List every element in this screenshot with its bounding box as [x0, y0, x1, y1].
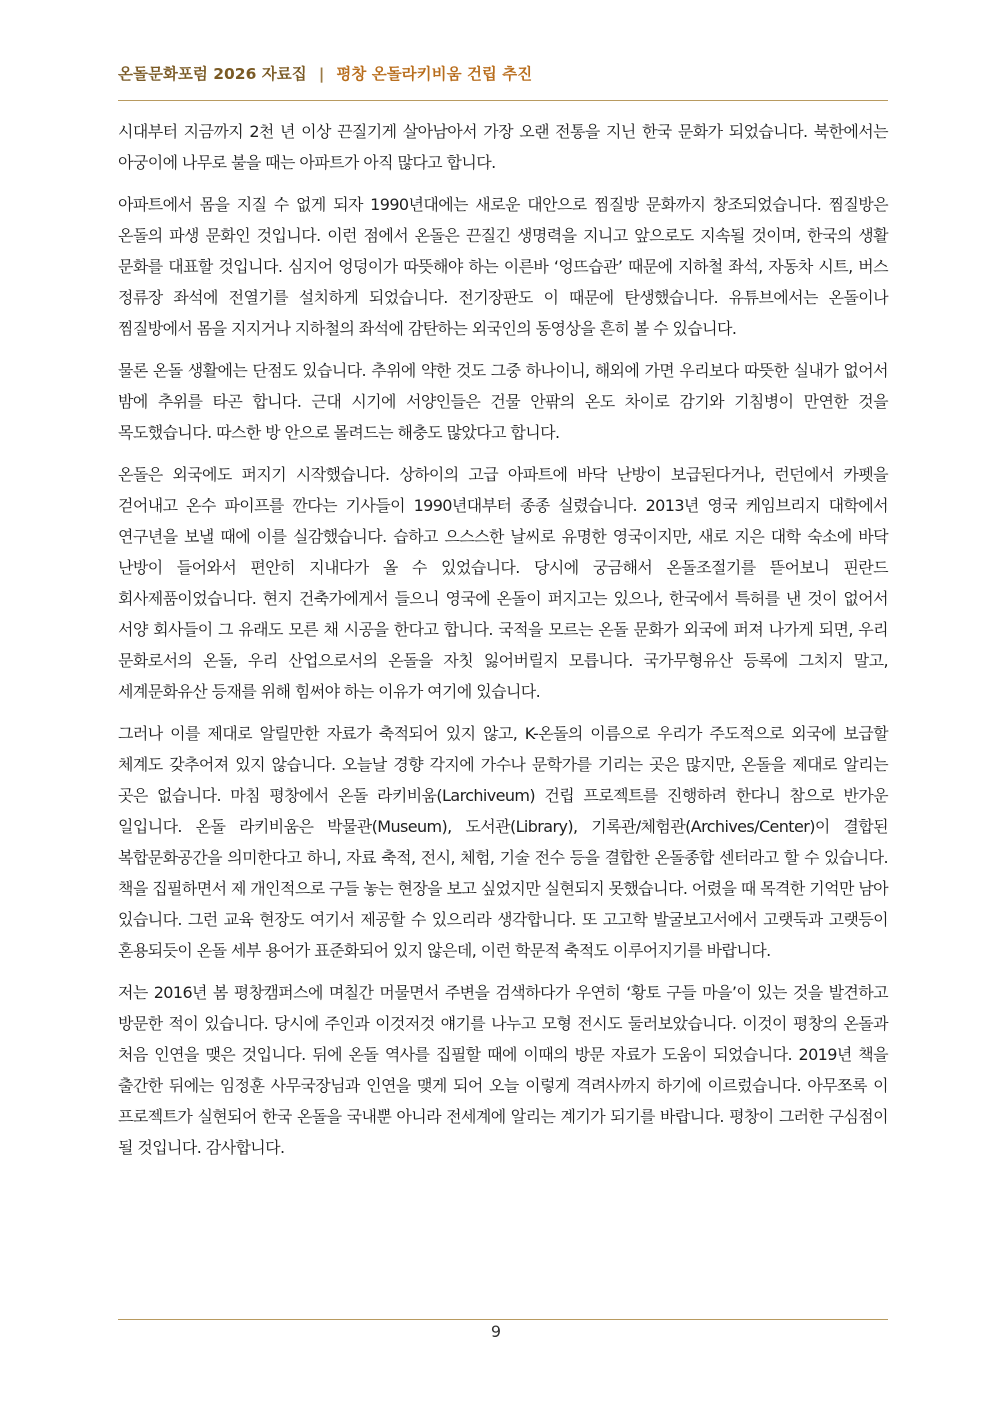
paragraph-2: 아파트에서 몸을 지질 수 없게 되자 1990년대에는 새로운 대안으로 찜질방 문화까지 창조되었습니다. 찜질방은 온돌의 파생 문화인 것입니다. 이런 점에서 온돌은 끈질긴 생명력을 지니고 앞으로도 지속될 것이며, 한국의 생활 문화를 대표할 것입니다. 심지어 엉덩이가 따뜻해야 하는 이른바 ‘엉뜨습관’ 때문에 지하철 좌석, 자동차 시트, 버스 정류장 좌석에 전열기를 설치하게 되었습니다. 전기장판도 이 때문에 탄생했습니다. 유튜브에서는 온돌이나 찜질방에서 몸을 지지거나 지하철의 좌석에 감탄하는 외국인의 동영상을 흔히 볼 수 있습니다.: [118, 195, 888, 338]
header-rule: [118, 100, 888, 101]
paragraph-3: 물론 온돌 생활에는 단점도 있습니다. 추위에 약한 것도 그중 하나이니, 해외에 가면 우리보다 따뜻한 실내가 없어서 밤에 추위를 타곤 합니다. 근대 시기에 서양인들은 건물 안팎의 온도 차이로 감기와 기침병이 만연한 것을 목도했습니다. 따스한 방 안으로 몰려드는 해충도 많았다고 합니다.: [118, 361, 888, 442]
running-header: [118, 62, 888, 84]
header-separator: |: [318, 65, 325, 83]
footer-rule: [118, 1319, 888, 1320]
page-number: 9: [490, 1322, 502, 1341]
body-text: [118, 116, 888, 1163]
section-title: 평창 온돌라키비움 건립 추진: [336, 65, 533, 83]
paragraph-1: 시대부터 지금까지 2천 년 이상 끈질기게 살아남아서 가장 오랜 전통을 지닌 한국 문화가 되었습니다. 북한에서는 아궁이에 나무로 불을 때는 아파트가 아직 많다고 합니다.: [118, 122, 888, 172]
paragraph-4: 온돌은 외국에도 퍼지기 시작했습니다. 상하이의 고급 아파트에 바닥 난방이 보급된다거나, 런던에서 카펫을 걷어내고 온수 파이프를 깐다는 기사들이 1990년대부터 종종 실렸습니다. 2013년 영국 케임브리지 대학에서 연구년을 보낼 때에 이를 실감했습니다. 습하고 으스스한 날씨로 유명한 영국이지만, 새로 지은 대학 숙소에 바닥 난방이 들어와서 편안히 지내다가 올 수 있었습니다. 당시에 궁금해서 온돌조절기를 뜯어보니 핀란드 회사제품이었습니다. 현지 건축가에게서 들으니 영국에 온돌이 퍼지고는 있으나, 한국에서 특허를 낸 것이 없어서 서양 회사들이 그 유래도 모른 채 시공을 한다고 합니다. 국적을 모르는 온돌 문화가 외국에 퍼져 나가게 되면, 우리 문화로서의 온돌, 우리 산업으로서의 온돌을 자칫 잃어버릴지 모릅니다. 국가무형유산 등록에 그치지 말고, 세계문화유산 등재를 위해 힘써야 하는 이유가 여기에 있습니다.: [118, 465, 888, 701]
document-title: 온돌문화포럼 2026 자료집: [118, 65, 307, 83]
paragraph-5: 그러나 이를 제대로 알릴만한 자료가 축적되어 있지 않고, K-온돌의 이름으로 우리가 주도적으로 외국에 보급할 체계도 갖추어져 있지 않습니다. 오늘날 경향 각지에 가수나 문학가를 기리는 곳은 많지만, 온돌을 제대로 알리는 곳은 없습니다. 마침 평창에서 온돌 라키비움(Larchiveum) 건립 프로젝트를 진행하려 한다니 참으로 반가운 일입니다. 온돌 라키비움은 박물관(Museum), 도서관(Library), 기록관/체험관(Archives/Center)이 결합된 복합문화공간을 의미한다고 하니, 자료 축적, 전시, 체험, 기술 전수 등을 결합한 온돌종합 센터라고 할 수 있습니다. 책을 집필하면서 제 개인적으로 구들 놓는 현장을 보고 싶었지만 실현되지 못했습니다. 어렸을 때 목격한 기억만 남아 있습니다. 그런 교육 현장도 여기서 제공할 수 있으리라 생각합니다. 또 고고학 발굴보고서에서 고랫둑과 고랫등이 혼용되듯이 온돌 세부 용어가 표준화되어 있지 않은데, 이런 학문적 축적도 이루어지기를 바랍니다.: [118, 724, 889, 960]
paragraph-6: 저는 2016년 봄 평창캠퍼스에 며칠간 머물면서 주변을 검색하다가 우연히 ‘황토 구들 마을’이 있는 것을 발견하고 방문한 적이 있습니다. 당시에 주인과 이것저것 얘기를 나누고 모형 전시도 둘러보았습니다. 이것이 평창의 온돌과 처음 인연을 맺은 것입니다. 뒤에 온돌 역사를 집필할 때에 이때의 방문 자료가 도움이 되었습니다. 2019년 책을 출간한 뒤에는 임정훈 사무국장님과 인연을 맺게 되어 오늘 이렇게 격려사까지 하기에 이르렀습니다. 아무쪼록 이 프로젝트가 실현되어 한국 온돌을 국내뿐 아니라 전세계에 알리는 계기가 되기를 바랍니다. 평창이 그러한 구심점이 될 것입니다. 감사합니다.: [118, 983, 888, 1157]
